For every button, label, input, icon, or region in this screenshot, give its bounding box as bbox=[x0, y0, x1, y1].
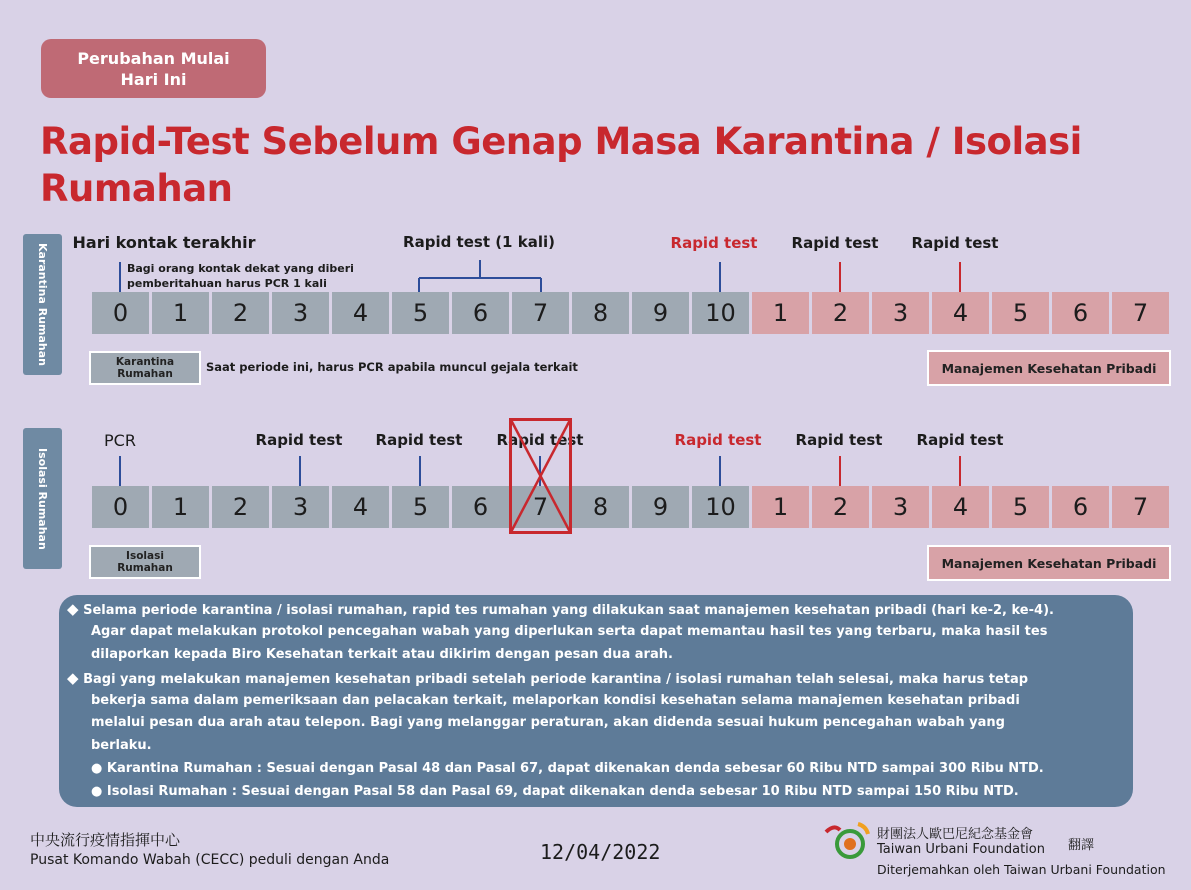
q-mgmt-day-cell: 4 bbox=[932, 292, 989, 334]
i-day-cell: 5 bbox=[392, 486, 449, 528]
q-day-cell: 5 bbox=[392, 292, 449, 334]
q-m2-tick bbox=[839, 262, 841, 292]
q-day-cell: 3 bbox=[272, 292, 329, 334]
quarantine-mgmt-box: Manajemen Kesehatan Pribadi bbox=[927, 350, 1171, 386]
day0-tick bbox=[119, 262, 121, 292]
foundation-logo-icon bbox=[822, 818, 872, 862]
i-day-cell: 9 bbox=[632, 486, 689, 528]
i-mgmt-day-cell: 2 bbox=[812, 486, 869, 528]
foundation-english-name: Taiwan Urbani Foundation bbox=[877, 842, 1045, 857]
i-rapid-d10-label: Rapid test bbox=[674, 431, 762, 449]
q-mgmt-day-cell: 2 bbox=[812, 292, 869, 334]
isolation-side-tab bbox=[23, 428, 62, 569]
q-rapid-m2-label: Rapid test bbox=[791, 234, 879, 252]
i-mgmt-day-cell: 4 bbox=[932, 486, 989, 528]
q-day-cell: 9 bbox=[632, 292, 689, 334]
quarantine-day-row bbox=[89, 292, 1171, 340]
cecc-tagline: Pusat Komando Wabah (CECC) peduli dengan Anda bbox=[30, 852, 390, 868]
q-day-cell: 4 bbox=[332, 292, 389, 334]
i-rapid-d7-label: Rapid test bbox=[496, 431, 584, 449]
q-day-cell: 10 bbox=[692, 292, 749, 334]
q-day-cell: 2 bbox=[212, 292, 269, 334]
info-p1-line-1: Selama periode karantina / isolasi rumahan, rapid tes rumahan yang dilakukan saat manajemen kesehatan pribadi (hari ke-2, ke-4). bbox=[83, 603, 1054, 618]
info-p2-line-3: melalui pesan dua arah atau telepon. Bagi yang melanggar peraturan, akan didenda sesuai hukum pencegahan wabah yang bbox=[91, 715, 1005, 730]
i-rapid-d5-label: Rapid test bbox=[375, 431, 463, 449]
q-mgmt-day-cell: 1 bbox=[752, 292, 809, 334]
bullet-icon: ● bbox=[91, 784, 103, 799]
isolation-legend-box bbox=[89, 545, 201, 579]
badge-line-2: Hari Ini bbox=[120, 69, 187, 89]
i-day5-tick bbox=[419, 456, 421, 486]
info-bullet-2: Isolasi Rumahan : Sesuai dengan Pasal 58 dan Pasal 69, dapat dikenakan denda sebesar 10 Ribu NTD sampai 150 Ribu NTD. bbox=[106, 784, 1019, 799]
q-mgmt-day-cell: 6 bbox=[1052, 292, 1109, 334]
diamond-icon: ◆ bbox=[67, 669, 79, 687]
info-p1-line-2: Agar dapat melakukan protokol pencegahan wabah yang diperlukan serta dapat memantau hasil tes yang terbaru, maka hasil tes bbox=[91, 624, 1048, 639]
i-mgmt-day-cell: 7 bbox=[1112, 486, 1169, 528]
q-mgmt-day-cell: 7 bbox=[1112, 292, 1169, 334]
i-box-line-2: Rumahan bbox=[117, 562, 173, 574]
q-mgmt-day-cell: 3 bbox=[872, 292, 929, 334]
i-mgmt-day-cell: 1 bbox=[752, 486, 809, 528]
q-box-line-2: Rumahan bbox=[117, 368, 173, 380]
quarantine-side-tab bbox=[23, 234, 62, 375]
info-p2-line-2: bekerja sama dalam pemeriksaan dan pelacakan terkait, melaporkan kondisi kesehatan selama manajemen kesehatan pribadi bbox=[91, 693, 1020, 708]
q-day-cell: 1 bbox=[152, 292, 209, 334]
quarantine-side-label: Karantina Rumahan bbox=[36, 242, 49, 366]
pcr-note-line-2: pemberitahuan harus PCR 1 kali bbox=[127, 277, 327, 290]
info-p2-line-1: Bagi yang melakukan manajemen kesehatan pribadi setelah periode karantina / isolasi rumahan telah selesai, maka harus tetap bbox=[83, 672, 1029, 687]
info-p2-line-4: berlaku. bbox=[91, 738, 152, 753]
last-contact-label: Hari kontak terakhir bbox=[72, 233, 256, 252]
i-mgmt-day-cell: 3 bbox=[872, 486, 929, 528]
i-day3-tick bbox=[299, 456, 301, 486]
change-badge bbox=[41, 39, 266, 98]
info-p1-line-3: dilaporkan kepada Biro Kesehatan terkait atau dikirim dengan pesan dua arah. bbox=[91, 647, 673, 662]
i-day-cell: 3 bbox=[272, 486, 329, 528]
pcr-note bbox=[127, 261, 354, 291]
i-day-cell: 2 bbox=[212, 486, 269, 528]
info-box bbox=[59, 595, 1133, 807]
q-rapid-day10-label: Rapid test bbox=[670, 234, 758, 252]
badge-line-1: Perubahan Mulai bbox=[77, 48, 230, 68]
q-mgmt-day-cell: 5 bbox=[992, 292, 1049, 334]
rapid-once-bracket bbox=[410, 258, 550, 294]
bullet-icon: ● bbox=[91, 761, 103, 776]
i-m4-tick bbox=[959, 456, 961, 486]
rapid-once-label: Rapid test (1 kali) bbox=[403, 233, 555, 251]
pcr-label: PCR bbox=[104, 431, 136, 450]
q-day-cell: 6 bbox=[452, 292, 509, 334]
i-rapid-m4-label: Rapid test bbox=[916, 431, 1004, 449]
i-rapid-m2-label: Rapid test bbox=[795, 431, 883, 449]
cecc-chinese-name: 中央流行疫情指揮中心 bbox=[30, 831, 181, 849]
q-m4-tick bbox=[959, 262, 961, 292]
translated-by-note: Diterjemahkan oleh Taiwan Urbani Foundation bbox=[877, 862, 1166, 877]
page-title: Rapid-Test Sebelum Genap Masa Karantina / Isolasi Rumahan bbox=[40, 120, 1082, 210]
q-rapid-m4-label: Rapid test bbox=[911, 234, 999, 252]
pcr-note-line-1: Bagi orang kontak dekat yang diberi bbox=[127, 262, 354, 275]
i-day-cell: 4 bbox=[332, 486, 389, 528]
info-bullet-1: Karantina Rumahan : Sesuai dengan Pasal 48 dan Pasal 67, dapat dikenakan denda sebesar 60 Ribu NTD sampai 300 Ribu NTD. bbox=[106, 761, 1044, 776]
translation-chinese-label: 翻譯 bbox=[1068, 838, 1095, 853]
publish-date: 12/04/2022 bbox=[540, 840, 661, 864]
i-mgmt-day-cell: 5 bbox=[992, 486, 1049, 528]
quarantine-period-note: Saat periode ini, harus PCR apabila muncul gejala terkait bbox=[206, 360, 578, 374]
foundation-chinese-name: 財團法人歐巴尼紀念基金會 bbox=[877, 827, 1034, 842]
i-m2-tick bbox=[839, 456, 841, 486]
q-day-cell: 7 bbox=[512, 292, 569, 334]
q-day-cell: 0 bbox=[92, 292, 149, 334]
i-rapid-d3-label: Rapid test bbox=[255, 431, 343, 449]
isolation-side-label: Isolasi Rumahan bbox=[36, 447, 49, 550]
i-mgmt-day-cell: 6 bbox=[1052, 486, 1109, 528]
quarantine-legend-box bbox=[89, 351, 201, 385]
q-box-line-1: Karantina bbox=[115, 356, 175, 368]
isolation-day-row bbox=[89, 486, 1171, 534]
i-day-cell: 1 bbox=[152, 486, 209, 528]
i-box-line-1: Isolasi bbox=[126, 550, 164, 562]
i-day-cell: 7 bbox=[512, 486, 569, 528]
i-day10-tick bbox=[719, 456, 721, 486]
i-day-cell: 6 bbox=[452, 486, 509, 528]
q-day10-tick bbox=[719, 262, 721, 292]
i-day-cell: 10 bbox=[692, 486, 749, 528]
diamond-icon: ◆ bbox=[67, 600, 79, 618]
day7-cross-out-mark bbox=[509, 418, 572, 534]
q-day-cell: 8 bbox=[572, 292, 629, 334]
i-day-cell: 0 bbox=[92, 486, 149, 528]
i-day0-tick bbox=[119, 456, 121, 486]
i-day-cell: 8 bbox=[572, 486, 629, 528]
isolation-mgmt-box: Manajemen Kesehatan Pribadi bbox=[927, 545, 1171, 581]
